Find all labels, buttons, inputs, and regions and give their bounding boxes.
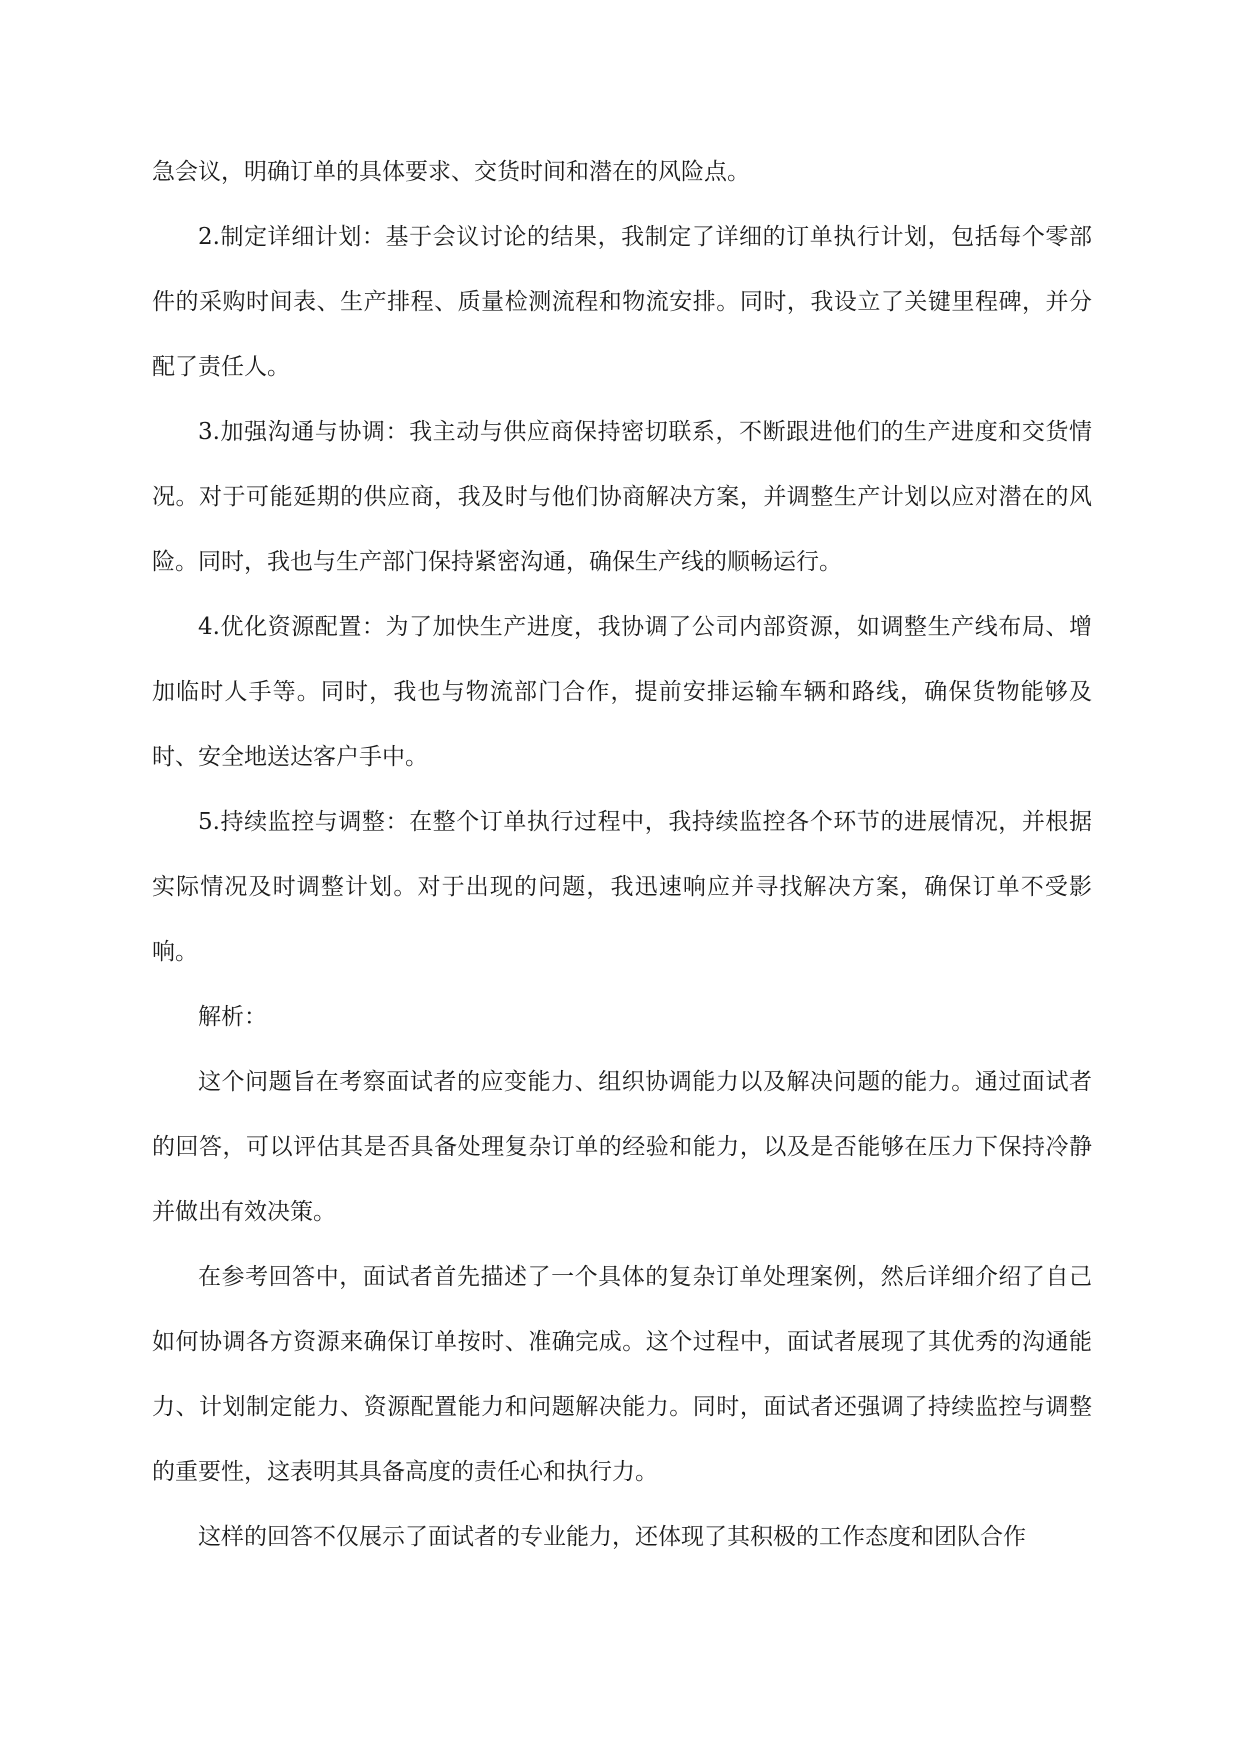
paragraph-analysis-3: 这样的回答不仅展示了面试者的专业能力，还体现了其积极的工作态度和团队合作 [198,1524,1026,1550]
paragraph-step-3: 3.加强沟通与协调：我主动与供应商保持密切联系，不断跟进他们的生产进度和交货情况。对于可能延期的供应商，我及时与他们协商解决方案，并调整生产计划以应对潜在的风险。同时，我也与生产部门保持紧密沟通，确保生产线的顺畅运行。 [152,419,1092,575]
paragraph-analysis-1: 这个问题旨在考察面试者的应变能力、组织协调能力以及解决问题的能力。通过面试者的回答，可以评估其是否具备处理复杂订单的经验和能力，以及是否能够在压力下保持冷静并做出有效决策。 [152,1069,1092,1225]
paragraph-analysis-2: 在参考回答中，面试者首先描述了一个具体的复杂订单处理案例，然后详细介绍了自己如何协调各方资源来确保订单按时、准确完成。这个过程中，面试者展现了其优秀的沟通能力、计划制定能力、资源配置能力和问题解决能力。同时，面试者还强调了持续监控与调整的重要性，这表明其具备高度的责任心和执行力。 [152,1264,1092,1485]
paragraph-step-4: 4.优化资源配置：为了加快生产进度，我协调了公司内部资源，如调整生产线布局、增加临时人手等。同时，我也与物流部门合作，提前安排运输车辆和路线，确保货物能够及时、安全地送达客户手中。 [152,614,1092,770]
paragraph-step-2: 2.制定详细计划：基于会议讨论的结果，我制定了详细的订单执行计划，包括每个零部件的采购时间表、生产排程、质量检测流程和物流安排。同时，我设立了关键里程碑，并分配了责任人。 [152,224,1092,380]
paragraph-analysis-heading: 解析： [198,1004,267,1030]
paragraph-continuation: 急会议，明确订单的具体要求、交货时间和潜在的风险点。 [152,159,750,185]
paragraph-step-5: 5.持续监控与调整：在整个订单执行过程中，我持续监控各个环节的进展情况，并根据实际情况及时调整计划。对于出现的问题，我迅速响应并寻找解决方案，确保订单不受影响。 [152,809,1092,965]
document-body [152,140,1092,1570]
